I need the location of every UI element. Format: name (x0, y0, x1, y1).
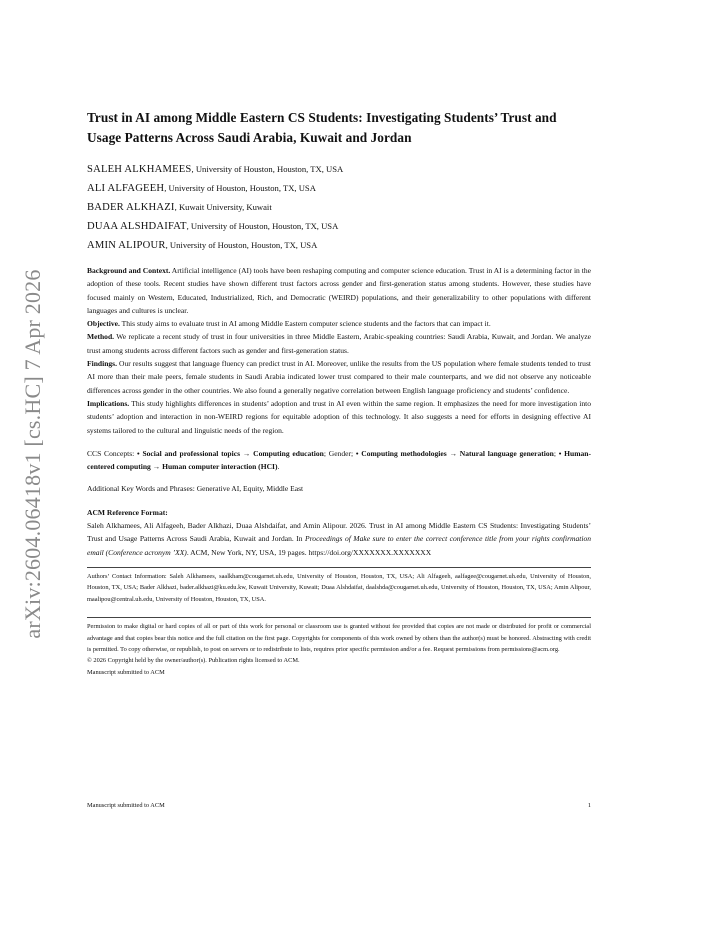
author-list (87, 160, 591, 255)
arxiv-stamp-text: arXiv:2604.06418v1 [cs.HC] 7 Apr 2026 (20, 269, 45, 639)
acm-reference-proceedings: Proceedings of Make sure to enter the correct conference title from your rights confirmation email (Conference acronym ’XX) (87, 534, 591, 557)
submitted-line: Manuscript submitted to ACM (87, 668, 165, 676)
permission-text: Permission to make digital or hard copies of all or part of this work for personal or classroom use is granted without fee provided that copies are not made or distributed for profit or commercial advantage and that copies bear this notice and the full citation on the first page. Copyrights for components of this work owned by others than the author(s) must be honored. Abstracting with credit is permitted. To copy otherwise, or republish, to post on servers or to redistribute to lists, requires prior specific permission and/or a fee. Request permissions from permissions@acm.org. (87, 623, 591, 653)
abstract-method (87, 330, 591, 357)
author-line (87, 236, 591, 255)
ccs-concept-2-rest: ; (553, 448, 559, 458)
abstract-findings (87, 357, 591, 397)
author-line (87, 217, 591, 236)
author-line (87, 198, 591, 217)
author-affiliation: , University of Houston, Houston, TX, USA (191, 164, 344, 174)
author-line (87, 160, 591, 179)
author-name: DUAA ALSHDAIFAT (87, 221, 187, 232)
author-affiliation: , University of Houston, Houston, TX, USA (164, 183, 316, 193)
ccs-concept-2: • Computing methodologies → Natural language generation (355, 448, 554, 458)
acm-reference-before: Saleh Alkhamees, Ali Alfageeh, Bader Alkhazi, Duaa Alshdaifat, and Amin Alipour. 2026. Trust in AI among Middle Eastern CS Students: Investigating Students’ Trust and Usage Patterns Across Saudi Arabia, Kuwait and Jordan. In (87, 521, 591, 544)
author-affiliation: , University of Houston, Houston, TX, USA (165, 240, 318, 250)
acm-reference-format (87, 506, 591, 559)
acm-reference-text (87, 519, 591, 559)
findings-text: Our results suggest that language fluency can predict trust in AI. Moreover, unlike the results from the US population where female students tended to trust AI more than their male peers, female students in Saudi Arabia indicated lower trust compared to their male counterparts, and we did not observe any noticeable differences across gender in the other countries. We also found a generally negative correlation between English language proficiency and students’ confidence. (87, 359, 591, 395)
author-affiliation: , Kuwait University, Kuwait (174, 202, 272, 212)
footer-left-text: Manuscript submitted to ACM (87, 802, 165, 809)
ccs-concept-1-rest: ; Gender; (323, 448, 356, 458)
abstract-objective (87, 317, 591, 330)
paper-first-page (87, 108, 591, 678)
divider (87, 567, 591, 568)
permission-notice (87, 621, 591, 678)
copyright-line: © 2026 Copyright held by the owner/author(s). Publication rights licensed to ACM. (87, 657, 300, 665)
abstract (87, 264, 591, 437)
ccs-label: CCS Concepts: (87, 448, 138, 458)
abstract-implications (87, 397, 591, 437)
author-contact-information: Authors’ Contact Information: Saleh Alkhamees, saalkham@cougarnet.uh.edu, University of Houston, Houston, TX, USA; Ali Alfageeh, aalfagee@cougarnet.uh.edu, University of Houston, Houston, TX, USA; Bader Alkhazi, bader.alkhazi@ku.edu.kw, Kuwait University, Kuwait; Duaa Alshdaifat, daalshda@cougarnet.uh.edu, University of Houston, Houston, TX, USA; Amin Alipour, maalipou@central.uh.edu, University of Houston, Houston, TX, USA. (87, 572, 591, 603)
background-label: Background and Context. (87, 266, 171, 275)
paper-title: Trust in AI among Middle Eastern CS Students: Investigating Students’ Trust and Usage Patterns Across Saudi Arabia, Kuwait and Jordan (87, 110, 557, 145)
ccs-concept-1: • Social and professional topics → Computing education (137, 448, 324, 458)
keywords: Additional Key Words and Phrases: Generative AI, Equity, Middle East (87, 484, 304, 494)
author-affiliation: , University of Houston, Houston, TX, USA (186, 221, 339, 231)
objective-label: Objective. (87, 319, 120, 329)
acm-reference-after: . ACM, New York, NY, USA, 19 pages. https://doi.org/XXXXXXX.XXXXXXX (186, 547, 432, 557)
background-text: Artificial intelligence (AI) tools have been reshaping computing and computer science education. Trust in AI is a determining factor in the adoption of these tools. Recent studies have shown different trust factors across gender and first-generation status among students. However, these studies have focused mainly on Western, Educated, Industrialized, Rich, and Democratic (WEIRD) populations, and their generalizability to other populations with different languages and cultures is unclear. (87, 266, 592, 315)
method-label: Method. (87, 332, 115, 342)
page-number: 1 (587, 802, 591, 809)
divider (87, 617, 591, 618)
ccs-concepts (87, 447, 591, 474)
ccs-concept-3: • Human-centered computing → Human computer interaction (HCI) (87, 448, 591, 472)
author-name: AMIN ALIPOUR (87, 240, 166, 251)
author-line (87, 179, 591, 198)
abstract-background (87, 264, 591, 317)
implications-text: This study highlights differences in students’ adoption and trust in AI even within the same region. It emphasizes the need for more investigation into students’ adoption and interaction in non-WEIRD regions for equitable adoption of this technology. It also suggests a need for efforts in designing effective AI systems tailored to the cultural and linguistic needs of the region. (87, 398, 591, 435)
objective-text: This study aims to evaluate trust in AI among Middle Eastern computer science students and the factors that can impact it. (119, 319, 491, 329)
author-name: BADER ALKHAZI (87, 202, 175, 213)
arxiv-stamp (22, 264, 44, 644)
acm-reference-heading: ACM Reference Format: (87, 507, 168, 517)
ccs-concept-3-rest: . (277, 462, 280, 472)
findings-label: Findings. (87, 359, 117, 369)
author-name: SALEH ALKHAMEES (87, 164, 192, 175)
implications-label: Implications. (87, 398, 130, 408)
author-name: ALI ALFAGEEH (87, 183, 165, 194)
method-text: We replicate a recent study of trust in four universities in three Middle Eastern, Arabic-speaking countries: Saudi Arabia, Kuwait, and Jordan. We analyze trust among students across different factors such as gender and first-generation status. (87, 332, 591, 355)
